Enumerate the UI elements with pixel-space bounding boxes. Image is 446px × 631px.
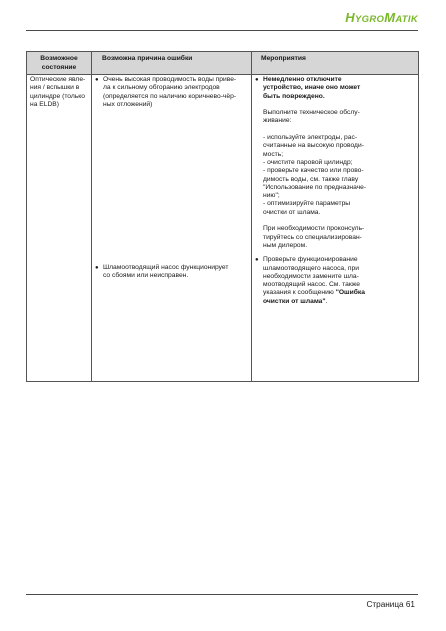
cause-line: (определяется по наличию коричнево-чёр- — [103, 92, 237, 100]
cause-line: со сбоями или неисправен. — [103, 272, 189, 280]
cause-line: Очень высокая проводимость воды приве- — [103, 76, 237, 83]
measure-line: моотводящий насос. См. также — [263, 281, 360, 289]
measure-line: При необходимости проконсуль- — [263, 225, 365, 233]
footer-rule — [26, 594, 418, 595]
warning-line: Немедленно отключите — [263, 76, 342, 83]
state-line: ния / вспышки в — [30, 84, 80, 92]
hygromatik-logo — [345, 9, 418, 27]
measure-line: необходимости замените шла- — [263, 272, 359, 280]
troubleshooting-table — [26, 51, 419, 382]
table-header-row — [27, 52, 419, 75]
measures-cell — [252, 75, 419, 382]
cause-cell — [92, 75, 252, 382]
measure-line: мость; — [263, 150, 284, 158]
state-line: Оптические явле- — [30, 76, 86, 83]
error-reference: очистки от шлама" — [263, 297, 326, 305]
state-cell — [27, 75, 92, 382]
logo-letter: M — [384, 10, 396, 25]
measure-text: . — [325, 297, 328, 305]
measure-line: - очистите паровой цилиндр; — [263, 158, 353, 166]
measure-line — [263, 298, 415, 306]
cause-line: ных отложений) — [103, 100, 153, 108]
header-possible-state: Возможное состояние — [27, 52, 92, 75]
measure-line: очистки от шлама. — [263, 208, 321, 216]
measure-line: шламоотводящего насоса, при — [263, 264, 359, 272]
error-reference: "Ошибка — [335, 289, 365, 297]
measure-line: Выполните техническое обслу- — [263, 109, 360, 117]
state-line: на ELDB) — [30, 100, 59, 108]
header-possible-cause: Возможна причина ошибки — [92, 52, 252, 75]
header-rule — [26, 30, 418, 31]
measure-line: считанные на высокую проводи- — [263, 142, 364, 150]
bullet-icon: ● — [95, 265, 99, 272]
measure-line: "Использование по предназначе- — [263, 183, 367, 191]
measure-line — [263, 289, 415, 297]
logo-letters: ATIK — [395, 14, 418, 25]
table-row — [27, 75, 419, 382]
cause-line: Шламоотводящий насос функционирует — [103, 264, 229, 272]
cause-line: ла к сильному обгоранию электродов — [103, 84, 220, 92]
header-measures: Мероприятия — [252, 52, 419, 75]
logo-letter: H — [345, 10, 355, 25]
bullet-icon: ● — [255, 77, 259, 83]
measure-text: указания к сообщению — [263, 289, 336, 297]
measure-line: ным дилером. — [263, 241, 308, 249]
logo-letters: YGRO — [355, 14, 385, 25]
warning-line: быть повреждено. — [263, 92, 325, 100]
page-number: Страница 61 — [366, 600, 415, 609]
bullet-icon: ● — [95, 77, 99, 83]
measure-line: - используйте электроды, рас- — [263, 134, 358, 142]
measure-line: нию"; — [263, 192, 280, 200]
cause-item — [95, 76, 248, 109]
measure-item — [255, 256, 415, 306]
measure-line: живание: — [263, 117, 292, 125]
measure-item — [255, 76, 415, 250]
bullet-icon: ● — [255, 257, 259, 264]
measure-line: Проверьте функционирование — [263, 256, 358, 264]
cause-item — [95, 264, 248, 281]
warning-line: устройство, иначе оно может — [263, 84, 361, 92]
measure-line: тируйтесь со специализирован- — [263, 233, 362, 241]
measure-line: - проверьте качество или прово- — [263, 167, 364, 175]
measure-line: - оптимизируйте параметры — [263, 200, 351, 208]
state-line: цилиндре (только — [30, 92, 85, 100]
measure-line: димость воды, см. также главу — [263, 175, 359, 183]
